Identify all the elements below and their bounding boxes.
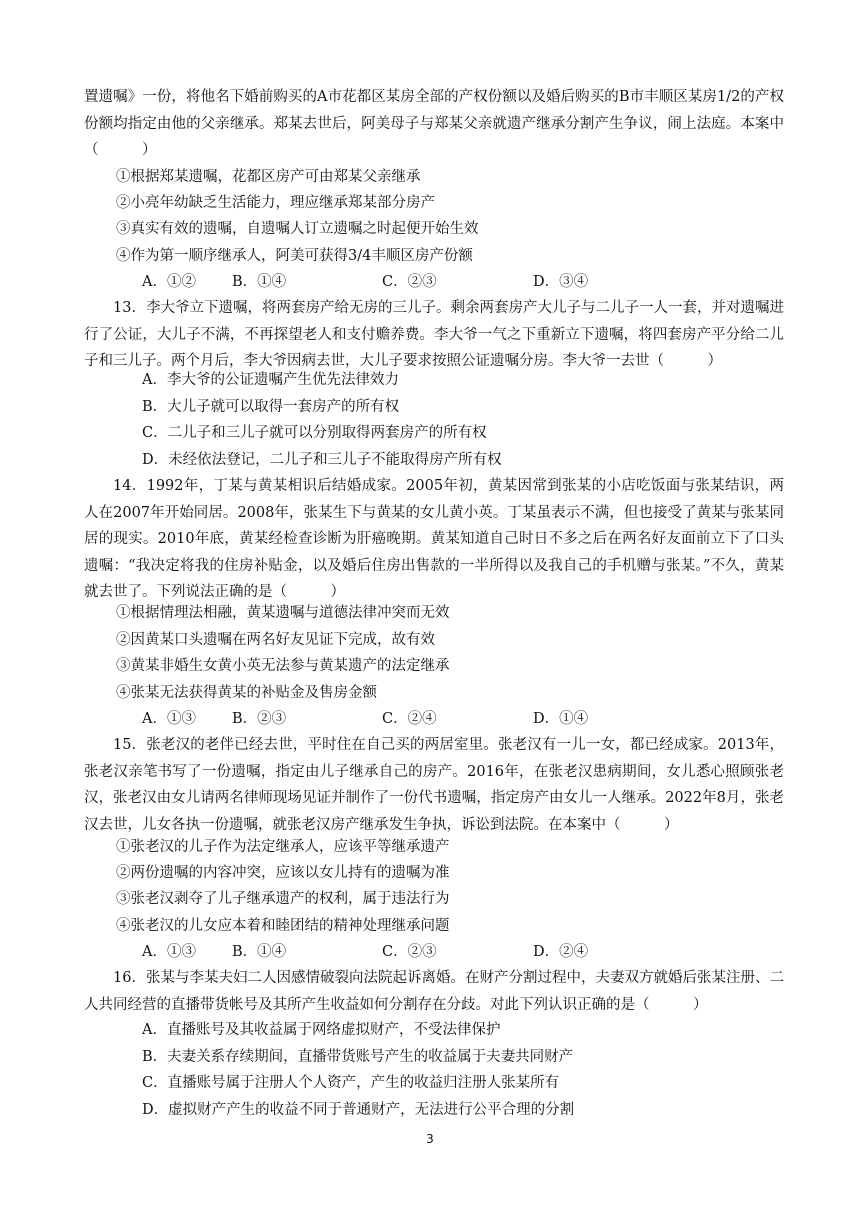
q15-choice-c: C．②③: [382, 944, 437, 960]
q16-stem: 16．张某与李某夫妇二人因感情破裂向法院起诉离婚。在财产分割过程中，夫妻双方就婚后张某注册、二人共同经营的直播带货帐号及其所产生收益如何分割存在分歧。对此下列认识正确的是（ ）: [84, 970, 784, 1013]
q14-choice-d: D．①④: [533, 711, 589, 727]
q12-choice-c: C．②③: [382, 274, 437, 290]
q13-option-b: B．大儿子就可以取得一套房产的所有权: [142, 399, 400, 415]
q12-choice-a: A．①②: [142, 274, 196, 290]
q14-item-2: ②因黄某口头遗嘱在两名好友见证下完成，故有效: [116, 632, 435, 648]
q15-choice-b: B．①④: [232, 944, 287, 960]
q15-item-1: ①张老汉的儿子作为法定继承人，应该平等继承遗产: [116, 839, 450, 855]
q16-option-b: B．夫妻关系存续期间，直播带货账号产生的收益属于夫妻共同财产: [142, 1049, 574, 1065]
q14-item-1: ①根据情理法相融，黄某遗嘱与道德法律冲突而无效: [116, 605, 450, 621]
q14-item-3: ③黄某非婚生女黄小英无法参与黄某遗产的法定继承: [116, 658, 450, 674]
q13-option-c: C．二儿子和三儿子就可以分别取得两套房产的所有权: [142, 425, 487, 441]
q14-item-4: ④张某无法获得黄某的补贴金及售房金额: [116, 685, 377, 701]
q12-choice-d: D．③④: [533, 274, 589, 290]
q13-stem: 13．李大爷立下遗嘱，将两套房产给无房的三儿子。剩余两套房产大儿子与二儿子一人一套，并对遗嘱进行了公证，大儿子不满，不再探望老人和支付赡养费。李大爷一气之下重新立下遗嘱，将四套房产平分给二儿子和三儿子。两个月后，李大爷因病去世，大儿子要求按照公证遗嘱分房。李大爷一去世（ ）: [84, 300, 784, 369]
q16-option-a: A．直播账号及其收益属于网络虚拟财产，不受法律保护: [142, 1022, 501, 1038]
q16-option-d: D．虚拟财产产生的收益不同于普通财产，无法进行公平合理的分割: [142, 1102, 575, 1118]
q15-item-3: ③张老汉剥夺了儿子继承遗产的权利，属于违法行为: [116, 891, 450, 907]
q12-item-1: ①根据郑某遗嘱，花都区房产可由郑某父亲继承: [116, 169, 421, 185]
q13-option-d: D．未经依法登记，二儿子和三儿子不能取得房产所有权: [142, 452, 502, 468]
q14-choice-b: B．②③: [232, 711, 287, 727]
q15-item-4: ④张老汉的儿女应本着和睦团结的精神处理继承问题: [116, 918, 450, 934]
q16-option-c: C．直播账号属于注册人个人资产，产生的收益归注册人张某所有: [142, 1075, 560, 1091]
q12-choice-b: B．①④: [232, 274, 287, 290]
q13-option-a: A．李大爷的公证遗嘱产生优先法律效力: [142, 372, 399, 388]
q12-item-3: ③真实有效的遗嘱，自遗嘱人订立遗嘱之时起便开始生效: [116, 221, 479, 237]
q15-choice-d: D．②④: [533, 944, 589, 960]
q14-choice-c: C．②④: [382, 711, 437, 727]
page-number: 3: [426, 1132, 434, 1146]
q12-item-2: ②小亮年幼缺乏生活能力，理应继承郑某部分房产: [116, 195, 435, 211]
q15-item-2: ②两份遗嘱的内容冲突，应该以女儿持有的遗嘱为准: [116, 865, 450, 881]
q15-choice-a: A．①③: [142, 944, 196, 960]
q14-stem: 14．1992年，丁某与黄某相识后结婚成家。2005年初，黄某因常到张某的小店吃饭面与张某结识，两人在2007年开始同居。2008年，张某生下与黄某的女儿黄小英。丁某虽表示不满，但也接受了黄某与张某同居的现实。2010年底，黄某经检查诊断为肝癌晚期。黄某知道自己时日不多之后在两名好友面前立下了口头遗嘱：“我决定将我的住房补贴金，以及婚后住房出售款的一半所得以及我自己的手机赠与张某。”不久，黄某就去世了。下列说法正确的是（ ）: [84, 478, 784, 600]
q14-choice-a: A．①③: [142, 711, 196, 727]
q12-stem: 置遗嘱》一份，将他名下婚前购买的A市花都区某房全部的产权份额以及婚后购买的B市丰顺区某房1/2的产权份额均指定由他的父亲继承。郑某去世后，阿美母子与郑某父亲就遗产继承分割产生争议，闹上法庭。本案中（ ）: [84, 89, 784, 158]
q15-stem: 15．张老汉的老伴已经去世，平时住在自己买的两居室里。张老汉有一儿一女，都已经成家。2013年，张老汉亲笔书写了一份遗嘱，指定由儿子继承自己的房产。2016年，在张老汉患病期间，女儿悉心照顾张老汉，张老汉由女儿请两名律师现场见证并制作了一份代书遗嘱，指定房产由女儿一人继承。2022年8月，张老汉去世，儿女各执一份遗嘱，就张老汉房产继承发生争执，诉讼到法院。在本案中（ ）: [84, 737, 784, 833]
q12-item-4: ④作为第一顺序继承人，阿美可获得3/4丰顺区房产份额: [116, 248, 473, 264]
